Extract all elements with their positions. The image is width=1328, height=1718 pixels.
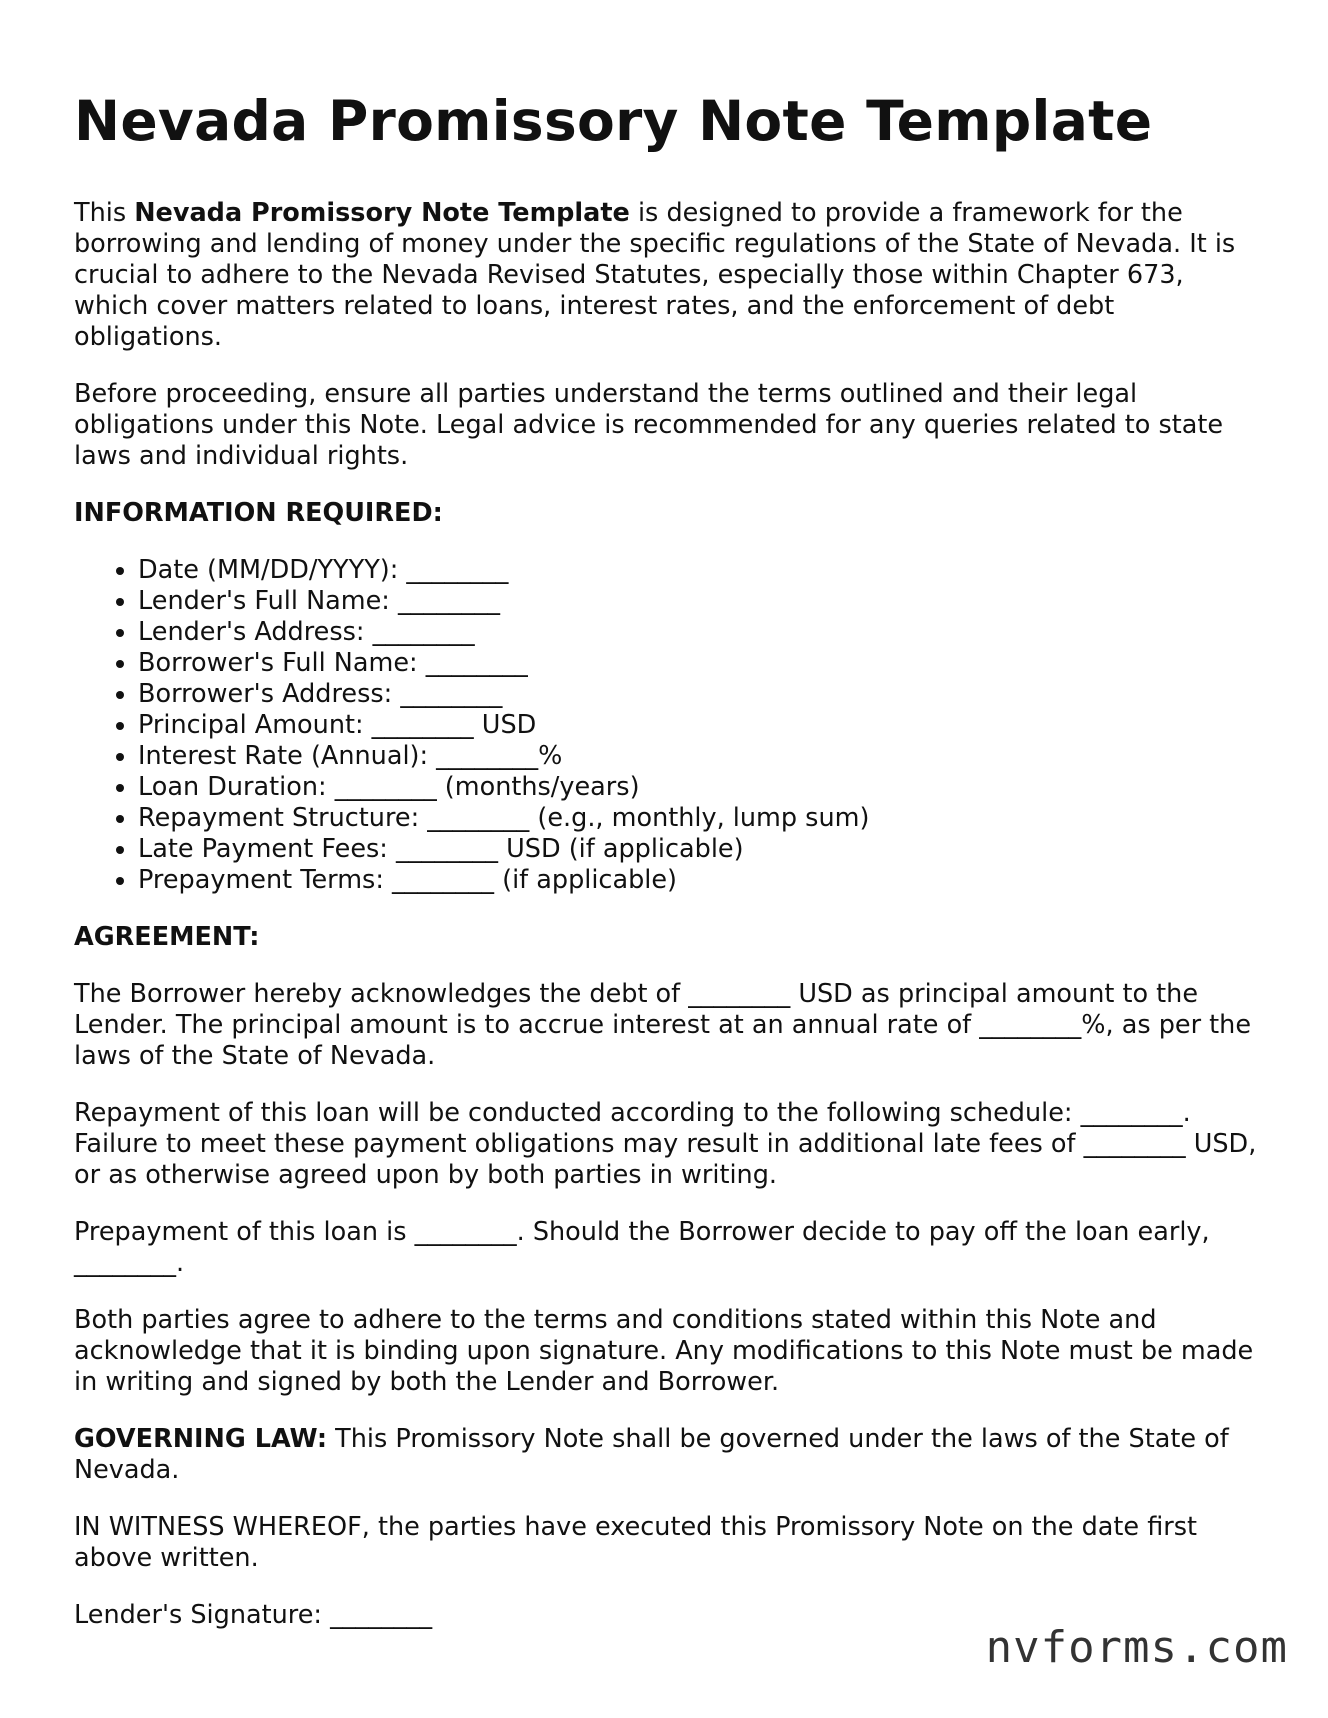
- governing-law-text: This Promissory Note shall be governed under the laws of the State of Nevada.: [74, 1424, 1229, 1485]
- list-item: • Lender's Address: ________: [138, 617, 1264, 648]
- lender-signature-line: Lender's Signature: ________: [74, 1600, 433, 1630]
- agreement-paragraph: The Borrower hereby acknowledges the debt of ________ USD as principal amount to the Lender. The principal amount is to accrue interest at an annual rate of ________%, as per the laws of the State of Nevada.: [74, 979, 1252, 1071]
- list-item: • Repayment Structure: ________ (e.g., monthly, lump sum): [138, 803, 1264, 834]
- governing-law-paragraph: [74, 1424, 1264, 1486]
- agreement-paragraph: Repayment of this loan will be conducted according to the following schedule: ________. Failure to meet these payment obligations may result in additional late fees of ________ USD, or as otherwise agreed upon by both parties in writing.: [74, 1098, 1257, 1190]
- agreement-paragraph: Prepayment of this loan is ________. Should the Borrower decide to pay off the loan early, ________.: [74, 1217, 1210, 1278]
- witness-paragraph: IN WITNESS WHEREOF, the parties have executed this Promissory Note on the date first above written.: [74, 1512, 1198, 1573]
- intro-prefix: This: [74, 198, 135, 228]
- list-item: • Borrower's Address: ________: [138, 679, 1264, 710]
- info-list: [74, 555, 1264, 896]
- list-item: • Principal Amount: ________ USD: [138, 710, 1264, 741]
- agreement-paragraph: Both parties agree to adhere to the terms and conditions stated within this Note and acknowledge that it is binding upon signature. Any modifications to this Note must be made in writing and signed by both the Lender and Borrower.: [74, 1305, 1254, 1397]
- watermark: nvforms.com: [985, 1622, 1288, 1673]
- agreement-heading: AGREEMENT:: [74, 922, 260, 952]
- intro-suffix: is designed to provide a framework for the borrowing and lending of money under the specific regulations of the State of Nevada. It is crucial to adhere to the Nevada Revised Statutes, especially those within Chapter 673, which cover matters related to loans, interest rates, and the enforcement of debt obligations.: [74, 198, 1236, 352]
- document-page: [74, 88, 1264, 1657]
- page-title: Nevada Promissory Note Template: [74, 89, 1153, 153]
- list-item: • Borrower's Full Name: ________: [138, 648, 1264, 679]
- list-item: • Date (MM/DD/YYYY): ________: [138, 555, 1264, 586]
- list-item: • Interest Rate (Annual): ________%: [138, 741, 1264, 772]
- info-heading: INFORMATION REQUIRED:: [74, 498, 443, 528]
- before-paragraph: Before proceeding, ensure all parties understand the terms outlined and their legal obligations under this Note. Legal advice is recommended for any queries related to state laws and individual rights.: [74, 379, 1224, 471]
- list-item: • Late Payment Fees: ________ USD (if applicable): [138, 834, 1264, 865]
- list-item: • Lender's Full Name: ________: [138, 586, 1264, 617]
- intro-paragraph: [74, 198, 1264, 353]
- governing-law-label: GOVERNING LAW:: [74, 1424, 328, 1454]
- intro-bold-title: Nevada Promissory Note Template: [134, 198, 630, 228]
- list-item: • Loan Duration: ________ (months/years): [138, 772, 1264, 803]
- list-item: • Prepayment Terms: ________ (if applicable): [138, 865, 1264, 896]
